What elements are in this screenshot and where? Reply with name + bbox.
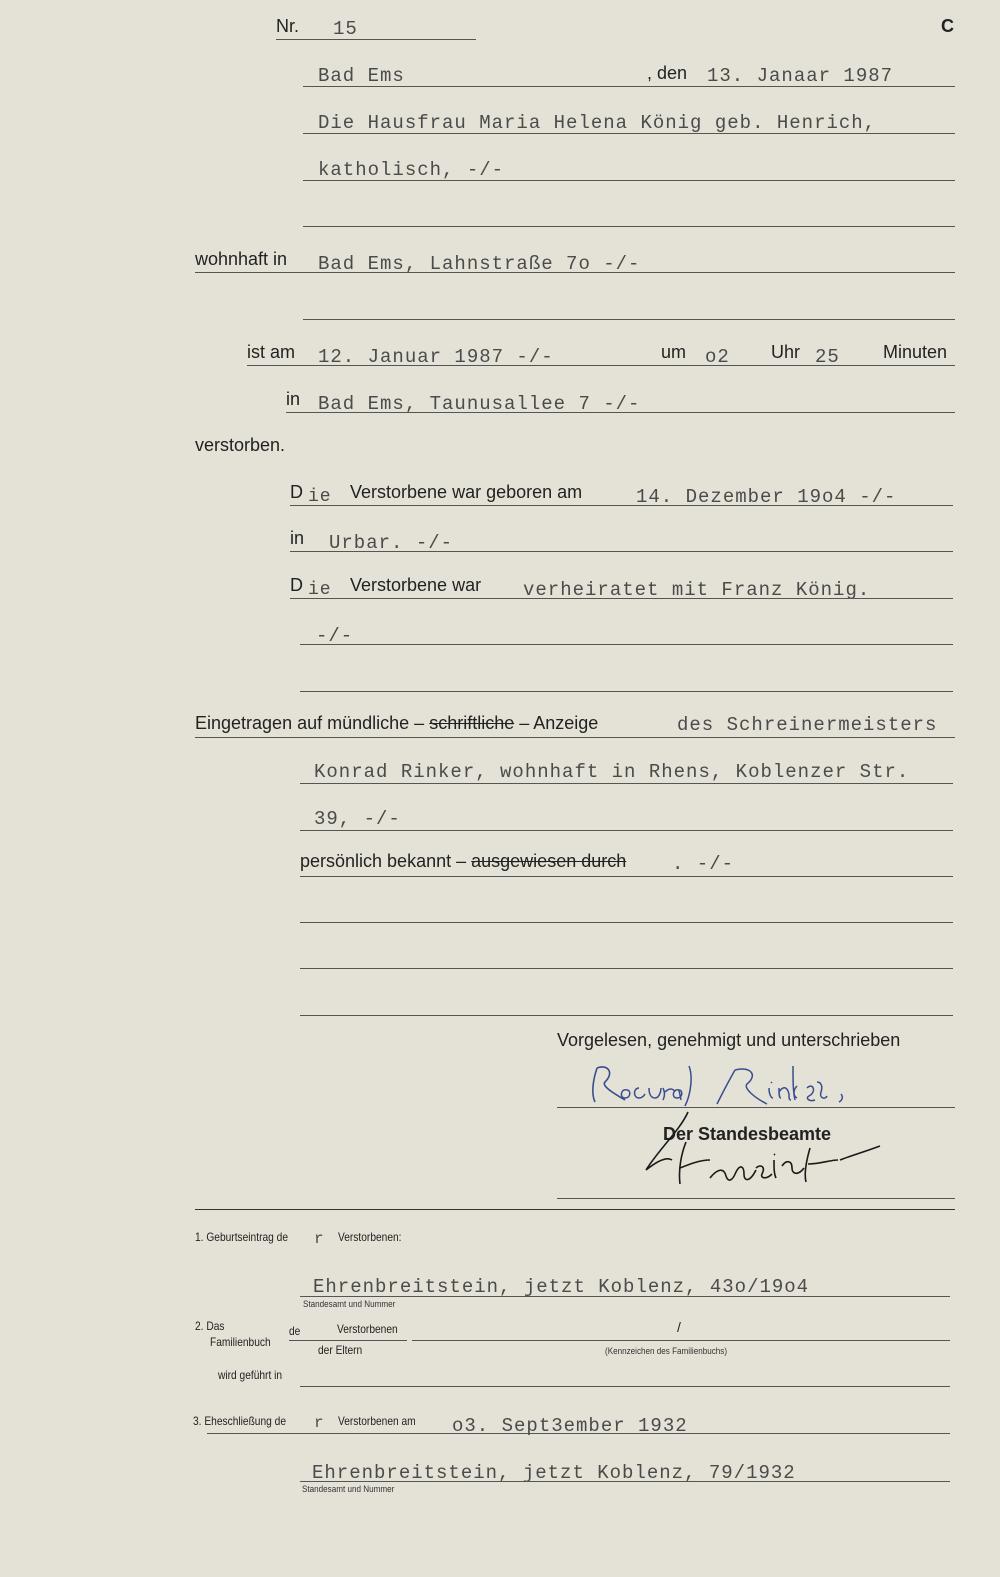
registrar-label: Der Standesbeamte [663,1124,832,1144]
marriage-d-label: D [290,575,303,595]
registrar-signature-line [557,1198,955,1199]
registrar-signature [640,1108,900,1198]
f2-option-parents: der Eltern [318,1343,363,1357]
wohnhaft-label: wohnhaft in [195,249,288,269]
nr-value: 15 [333,18,358,40]
f3-caption: Standesamt und Nummer [302,1484,395,1494]
f2-wird-label: wird geführt in [218,1368,283,1382]
underline [300,691,953,692]
report-label-a: Eingetragen auf mündliche – [195,713,425,733]
known-label [300,851,626,872]
marriage-register-entry: Ehrenbreitstein, jetzt Koblenz, 79/1932 [312,1462,796,1484]
underline [195,737,955,738]
underline [300,1296,950,1297]
f2-slash: / [677,1319,681,1335]
informant-line-3: 39, -/- [314,808,401,830]
f2-label-fam: Familienbuch [210,1335,271,1349]
f2-option-deceased: Verstorbenen [337,1322,398,1336]
report-label [195,713,598,734]
underline [300,830,953,831]
registration-date: 13. Janaar 1987 [707,65,894,87]
underline [303,226,955,227]
footnote-separator [195,1209,955,1210]
f3-label-b: Verstorbenen am [338,1414,416,1428]
report-label-struck: schriftliche [429,713,515,733]
f1-label-b: Verstorbenen: [338,1230,402,1244]
underline [303,319,955,320]
underline [290,505,953,506]
known-label-struck: ausgewiesen durch [471,851,627,871]
marriage-date: o3. Sept3ember 1932 [452,1415,688,1437]
birth-gender-suffix: ie [308,487,332,507]
death-in-label: in [286,389,301,409]
f1-sup: r [314,1230,324,1248]
f1-caption: Standesamt und Nummer [303,1299,396,1309]
death-place: Bad Ems, Taunusallee 7 -/- [318,393,641,415]
underline [247,365,955,366]
birth-register-entry: Ehrenbreitstein, jetzt Koblenz, 43o/19o4 [313,1276,810,1298]
underline [300,876,953,877]
f1-label-a: 1. Geburtseintrag de [195,1230,288,1244]
ist-am-label: ist am [247,342,296,362]
known-value: . -/- [672,853,735,875]
birth-d-label: D [290,482,303,502]
underline [300,922,953,923]
report-label-b: – Anzeige [519,713,599,733]
underline [300,1015,953,1016]
f3-label-a: 3. Eheschließung de [193,1414,286,1428]
nr-label: Nr. [276,16,300,36]
den-label: , den [647,63,688,83]
minuten-label: Minuten [883,342,948,362]
underline [290,598,953,599]
underline [412,1340,950,1341]
informant-signature [585,1060,905,1110]
f3-sup: r [314,1414,324,1432]
death-hour: o2 [705,346,730,368]
f2-option-divider [289,1340,407,1341]
underline [290,551,953,552]
date-underline [303,86,955,87]
registrar-signature-text [0,0,1,1]
read-approved-signed: Vorgelesen, genehmigt und unterschrieben [557,1030,901,1050]
birth-place: Urbar. -/- [329,532,454,554]
death-minutes: 25 [815,346,840,368]
birth-in-label: in [290,528,305,548]
marriage-text-label: Verstorbene war [350,575,482,595]
f2-label-de: de [289,1324,301,1338]
deceased-line-2: katholisch, -/- [318,159,505,181]
f2-caption: (Kennzeichen des Familienbuchs) [605,1346,728,1356]
verstorben-label: verstorben. [195,435,286,455]
underline [300,968,953,969]
f2-label-das: 2. Das [195,1319,225,1333]
underline [300,1386,950,1387]
underline [300,1481,950,1482]
underline [207,1433,950,1434]
known-label-a: persönlich bekannt – [300,851,467,871]
underline [195,272,955,273]
death-date: 12. Januar 1987 -/- [318,346,554,368]
birth-date: 14. Dezember 19o4 -/- [636,486,897,508]
birth-text-label: Verstorbene war geboren am [350,482,583,502]
underline [286,412,955,413]
marital-status-cont: -/- [316,625,354,647]
informant-line-2: Konrad Rinker, wohnhaft in Rhens, Koblenzer Str. [314,761,910,783]
underline [300,644,953,645]
uhr-label: Uhr [771,342,801,362]
marital-status: verheiratet mit Franz König. [523,579,871,601]
marriage-gender-suffix: ie [308,580,332,600]
underline [303,180,955,181]
residence-address: Bad Ems, Lahnstraße 7o -/- [318,253,641,275]
underline [300,783,953,784]
nr-underline [276,39,476,40]
place-of-registration: Bad Ems [318,65,405,87]
underline [303,133,955,134]
series-letter: C [941,16,954,36]
informant-line-1: des Schreinermeisters [677,714,938,736]
um-label: um [661,342,687,362]
deceased-line-1: Die Hausfrau Maria Helena König geb. Henrich, [318,112,877,134]
